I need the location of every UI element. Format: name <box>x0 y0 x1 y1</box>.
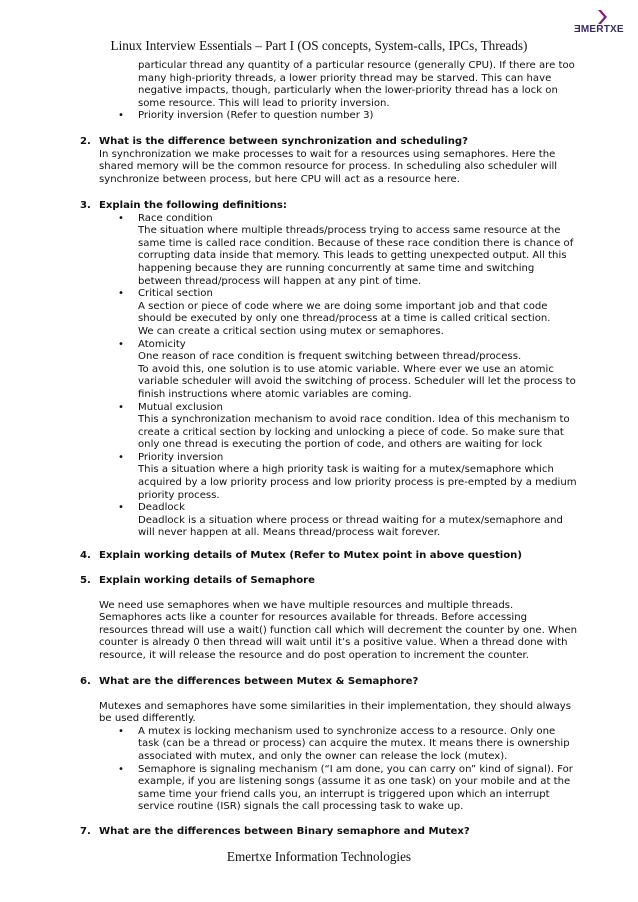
emertxe-logo <box>574 10 634 38</box>
question-6-title: 6. What are the differences between Mutex & Semaphore? <box>80 676 419 687</box>
definition-term: • Priority inversion <box>138 452 578 465</box>
definition-text: A section or piece of code where we are doing some important job and that code should be executed by only one thread/process at a time is called critical section. <box>138 300 551 325</box>
intro-continuation: particular thread any quantity of a particular resource (generally CPU). If there are too many high-priority threads, a lower priority thread may be starved. This can have negative impacts, though, particularly when the lower-priority thread has a lock on some resource. This will lead to priority inversion. <box>138 60 575 109</box>
list-item: • A mutex is locking mechanism used to synchronize access to a resource. Only one task (can be a thread or process) can acquire the mutex. It means there is ownership associated with mutex, and only the owner can release the lock (mutex). <box>138 726 578 764</box>
question-2-title: 2. What is the difference between synchronization and scheduling? <box>80 136 468 147</box>
definition-text: This a situation where a high priority task is waiting for a mutex/semaphore which acquired by a low priority process and low priority process is pre-empted by a medium priority process. <box>138 464 577 501</box>
list-item: • Semaphore is signaling mechanism (“I am done, you can carry on” kind of signal). For example, if you are listening songs (assume it as one task) on your mobile and at the same time your friend calls you, an interrupt is triggered upon which an interrupt service routine (ISR) signals the call processing task to wake up. <box>138 764 578 814</box>
question-5-answer: We need use semaphores when we have multiple resources and multiple threads. Semaphores acts like a counter for resources available for threads. Before accessing resources thread will use a wait() function call which will decrement the counter by one. When counter is already 0 then thread will wait until it’s a positive value. When a thread done with resource, it will release the resource and do post operation to increment the counter. <box>99 599 578 661</box>
question-5-title: 5. Explain working details of Semaphore <box>80 575 316 586</box>
page-footer: Emertxe Information Technologies <box>226 849 412 864</box>
question-3 <box>0 200 638 540</box>
question-2 <box>0 136 638 186</box>
page-header-title: Linux Interview Essentials – Part I (OS concepts, System-calls, IPCs, Threads) <box>110 38 528 53</box>
definition-text: The situation where multiple threads/process trying to access same resource at the same time is called race condition. Because of these race condition there is chance of corrupting data inside that memory. This leads to getting unexpected output. All this happening because they are running concurrently at same time and switching between thread/process will happen at any pint of time. <box>138 225 574 287</box>
definition-text: To avoid this, one solution is to use atomic variable. Where ever we use an atomic variable scheduler will avoid the switching of process. Scheduler will let the process to finish instructions where atomic variables are coming. <box>138 363 576 400</box>
definition-text: We can create a critical section using mutex or semaphores. <box>138 325 444 337</box>
intro-bullet: • Priority inversion (Refer to question number 3) <box>138 110 578 123</box>
definition-term: • Critical section <box>138 288 578 301</box>
definition-text: This a synchronization mechanism to avoid race condition. Idea of this mechanism to create a critical section by locking and unlocking a piece of code. So make sure that only one thread is executing the portion of code, and others are waiting for lock <box>138 414 570 451</box>
definition-text: One reason of race condition is frequent switching between thread/process. <box>138 351 522 363</box>
question-6-intro: Mutexes and semaphores have some similarities in their implementation, they should always be used differently. <box>99 700 572 725</box>
definition-term: • Deadlock <box>138 502 578 515</box>
question-5 <box>0 575 638 663</box>
question-6 <box>0 676 638 814</box>
question-7-title: 7. What are the differences between Binary semaphore and Mutex? <box>80 826 470 837</box>
question-2-answer: In synchronization we make processes to wait for a resources using semaphores. Here the shared memory will be the common resource for process. In scheduling also scheduler will synchronize between process, but here CPU will act as a resource here. <box>99 148 558 185</box>
question-3-title: 3. Explain the following definitions: <box>80 200 287 211</box>
logo-text: ƎMERTXE <box>574 24 624 35</box>
question-4-title: 4. Explain working details of Mutex (Refer to Mutex point in above question) <box>80 550 522 561</box>
definition-term: • Race condition <box>138 213 578 226</box>
definition-text: Deadlock is a situation where process or thread waiting for a mutex/semaphore and will never happen at all. Means thread/process wait forever. <box>138 514 563 539</box>
question-7 <box>0 826 638 839</box>
intro-section <box>0 60 638 123</box>
definition-term: • Atomicity <box>138 339 578 352</box>
logo-chevron-icon <box>596 10 610 24</box>
question-4 <box>0 550 638 563</box>
definition-term: • Mutual exclusion <box>138 402 578 415</box>
